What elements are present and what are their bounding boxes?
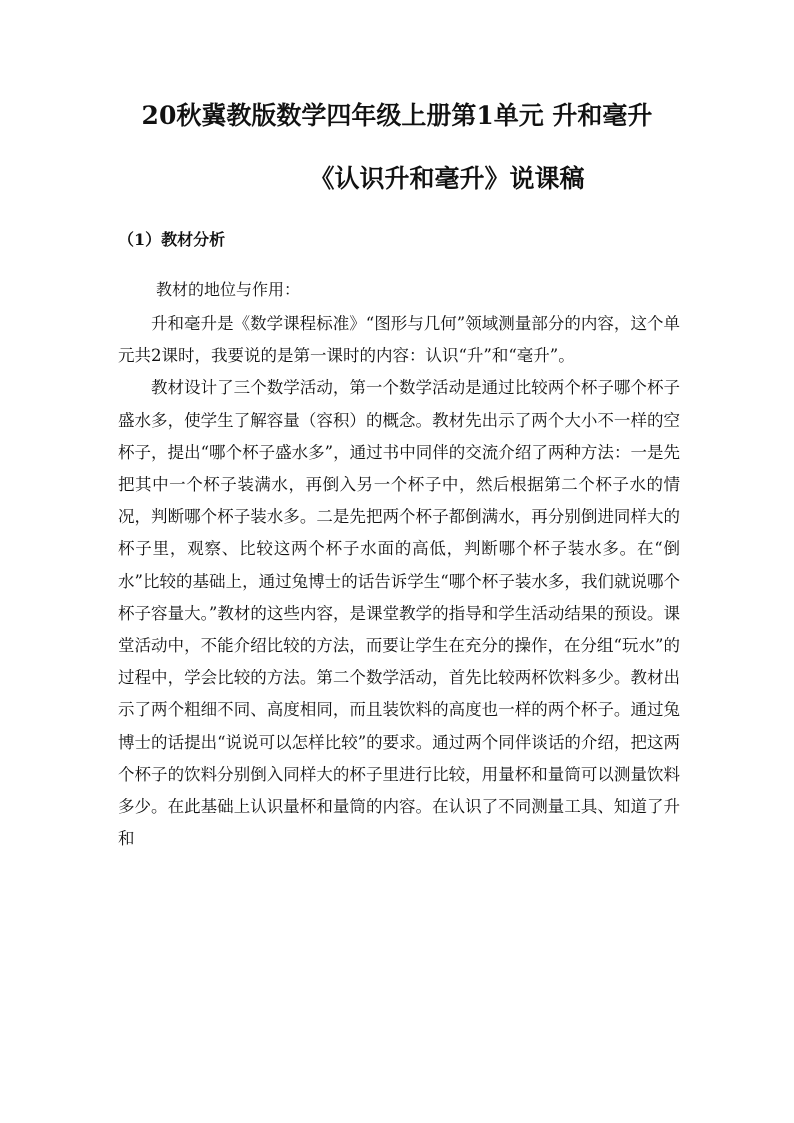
paragraph: 教材设计了三个数学活动，第一个数学活动是通过比较两个杯子哪个杯子盛水多，使学生了解容量（容积）的概念。教材先出示了两个大小不一样的空杯子，提出“哪个杯子盛水多”，通过书中同伴的交流介绍了两种方法：一是先把其中一个杯子装满水，再倒入另一个杯子中，然后根据第二个杯子水的情况，判断哪个杯子装水多。二是先把两个杯子都倒满水，再分别倒进同样大的杯子里，观察、比较这两个杯子水面的高低，判断哪个杯子装水多。在“倒水”比较的基础上，通过兔博士的话告诉学生“哪个杯子装水多，我们就说哪个杯子容量大。”教材的这些内容，是课堂教学的指导和学生活动结果的预设。课堂活动中，不能介绍比较的方法，而要让学生在充分的操作，在分组“玩水”的过程中，学会比较的方法。第二个数学活动，首先比较两杯饮料多少。教材出示了两个粗细不同、高度相同，而且装饮料的高度也一样的两个杯子。通过兔博士的话提出“说说可以怎样比较”的要求。通过两个同伴谈话的介绍，把这两个杯子的饮料分别倒入同样大的杯子里进行比较，用量杯和量筒可以测量饮料多少。在此基础上认识量杯和量筒的内容。在认识了不同测量工具、知道了升和: [118, 378, 680, 849]
body-text: [118, 308, 680, 855]
document-subtitle: 《认识升和毫升》说课稿: [309, 164, 585, 193]
paragraph: 升和毫升是《数学课程标准》“图形与几何”领域测量部分的内容，这个单元共2课时，我要说的是第一课时的内容：认识“升”和“毫升”。: [118, 314, 680, 366]
section-heading: （1）教材分析: [118, 230, 226, 249]
document-title: 20秋冀教版数学四年级上册第1单元 升和毫升: [141, 101, 653, 130]
subheading: 教材的地位与作用：: [156, 280, 301, 299]
